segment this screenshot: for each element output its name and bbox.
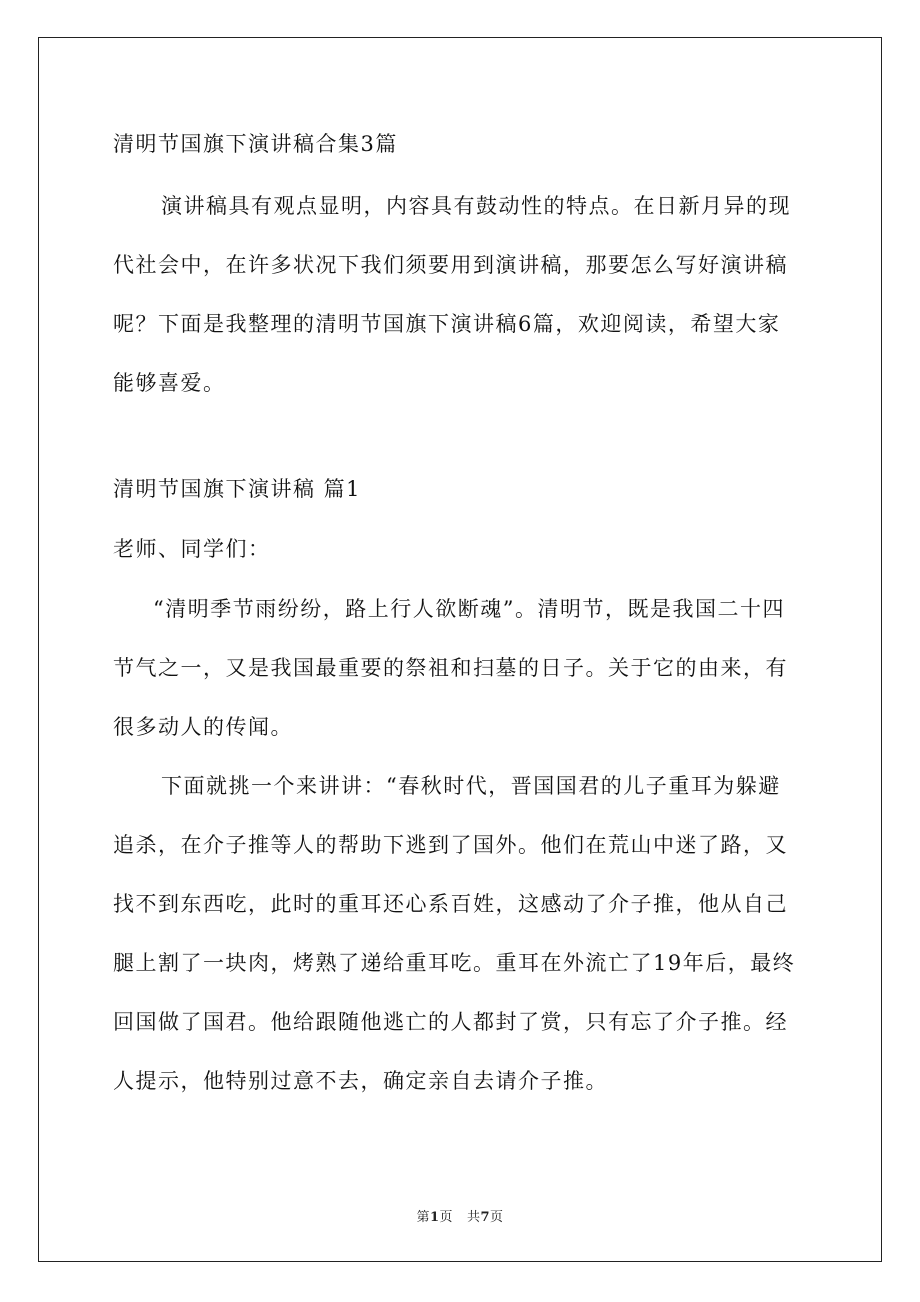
paragraph-line: 人提示，他特别过意不去，确定亲自去请介子推。 xyxy=(113,1069,608,1093)
footer-total-pages: 7 xyxy=(480,1210,491,1225)
intro-paragraph xyxy=(113,191,813,427)
footer-total-prefix: 共 xyxy=(466,1210,481,1225)
paragraph-line: 下面就挑一个来讲讲：“春秋时代，晋国国君的儿子重耳为躲避 xyxy=(161,774,781,798)
intro-line: 演讲稿具有观点显明，内容具有鼓动性的特点。在日新月异的现 xyxy=(161,194,791,218)
document-body xyxy=(113,120,813,1125)
footer-page-suffix: 页 xyxy=(439,1210,454,1225)
document-title: 清明节国旗下演讲稿合集3篇 xyxy=(113,132,398,156)
paragraph-line: 节气之一，又是我国最重要的祭祖和扫墓的日子。关于它的由来，有 xyxy=(113,656,788,680)
paragraph-2 xyxy=(113,771,813,1125)
page-footer xyxy=(0,1206,920,1225)
footer-page-prefix: 第 xyxy=(416,1210,430,1225)
intro-line: 呢？下面是我整理的清明节国旗下演讲稿6篇，欢迎阅读，希望大家 xyxy=(113,312,781,336)
paragraph-line: 腿上割了一块肉，烤熟了递给重耳吃。重耳在外流亡了19年后，最终 xyxy=(113,951,796,975)
paragraph-line: 找不到东西吃，此时的重耳还心系百姓，这感动了介子推，他从自己 xyxy=(113,892,788,916)
greeting: 老师、同学们： xyxy=(113,537,271,561)
paragraph-line: “清明季节雨纷纷，路上行人欲断魂”。清明节，既是我国二十四 xyxy=(153,597,785,621)
paragraph-line: 追杀，在介子推等人的帮助下逃到了国外。他们在荒山中迷了路，又 xyxy=(113,833,788,857)
footer-page-number: 1 xyxy=(429,1210,440,1225)
paragraph-line: 很多动人的传闻。 xyxy=(113,715,293,739)
paragraph-line: 回国做了国君。他给跟随他逃亡的人都封了赏，只有忘了介子推。经 xyxy=(113,1010,788,1034)
intro-line: 代社会中，在许多状况下我们须要用到演讲稿，那要怎么写好演讲稿 xyxy=(113,253,788,277)
intro-line: 能够喜爱。 xyxy=(113,371,226,395)
paragraph-1 xyxy=(113,594,813,771)
footer-total-suffix: 页 xyxy=(490,1210,504,1225)
section-title: 清明节国旗下演讲稿 篇1 xyxy=(113,477,362,501)
